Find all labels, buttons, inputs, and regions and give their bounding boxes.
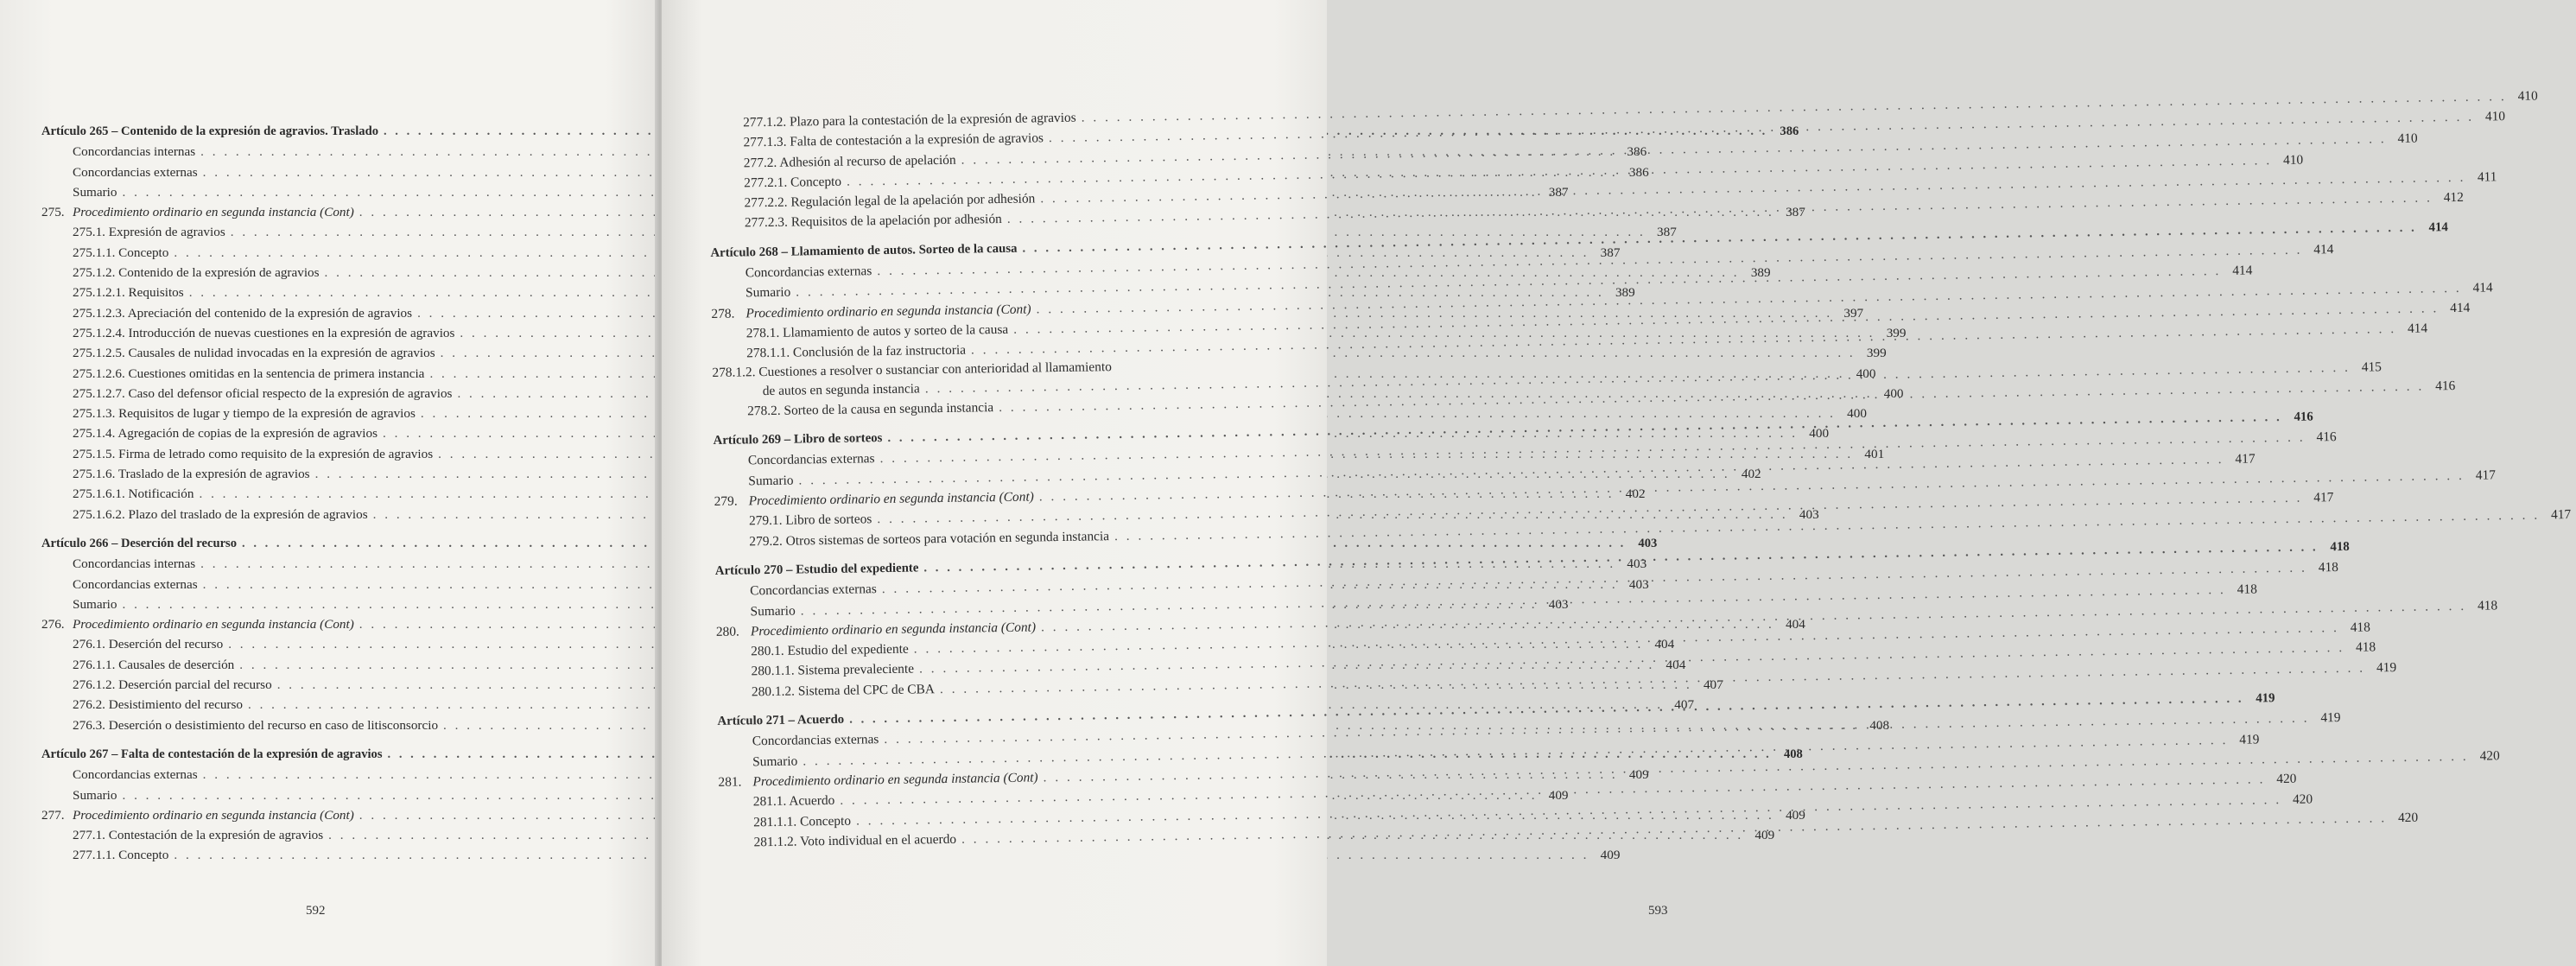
toc-entry-title: Concordancias externas <box>747 451 875 468</box>
toc-entry-title: Sumario <box>73 184 117 200</box>
toc-entry-page: 409 <box>1786 807 1805 823</box>
toc-entry-title: 280.1. Estudio del expediente <box>751 641 909 659</box>
toc-entry-title: Concordancias internas <box>73 556 196 572</box>
toc-entry-page: 418 <box>2355 639 2376 656</box>
toc-entry-page: 420 <box>2479 748 2500 764</box>
toc-entry-title: Concordancias externas <box>73 576 198 592</box>
toc-entry-title: 277.2.1. Concepto <box>744 174 842 191</box>
toc-entry-page: 404 <box>1654 637 1675 652</box>
toc-entry-page: 389 <box>1615 285 1635 301</box>
toc-entry-title: 278.2. Sorteo de la causa en segunda instancia <box>746 399 994 419</box>
toc-entry-title: 277.1.2. Plazo para la contestación de la expresión de agravios <box>743 110 1076 130</box>
toc-entry-number: 276. <box>41 617 65 632</box>
toc-entry-page: 408 <box>1869 717 1890 733</box>
toc-entry-page: 417 <box>2475 467 2497 483</box>
toc-entry-page: 400 <box>1809 426 1830 442</box>
toc-entry-page: 387 <box>1548 184 1569 200</box>
toc-entry-page: 419 <box>2320 710 2341 726</box>
toc-entry-title: Sumario <box>750 603 796 619</box>
toc-entry-page: 420 <box>2276 772 2297 787</box>
toc-entry-page: 407 <box>1674 697 1695 713</box>
toc-entry-title: Concordancias externas <box>752 732 879 749</box>
toc-entry-page: 414 <box>2428 219 2448 235</box>
toc-entry-page: 414 <box>2313 242 2334 257</box>
toc-entry-number: 279. <box>714 493 738 509</box>
toc-entry <box>41 695 1695 715</box>
toc-entry-title: 276.2. Desistimiento del recurso <box>73 697 243 713</box>
toc-entry-title: Procedimiento ordinario en segunda instancia (Cont) <box>73 205 354 220</box>
toc-entry-page: 402 <box>1625 486 1646 502</box>
toc-entry-page: 414 <box>2232 263 2253 279</box>
toc-entry-title: 275.1.3. Requisitos de lugar y tiempo de la expresión de agravios <box>73 406 416 422</box>
toc-entry-page: 403 <box>1799 506 1819 522</box>
toc-entry-title: 277.2.2. Regulación legal de la apelación por adhesión <box>744 191 1036 211</box>
toc-entry-page: 387 <box>1657 225 1677 240</box>
toc-entry-page: 399 <box>1886 325 1907 340</box>
toc-entry-title: Artículo 270 – Estudio del expediente <box>714 561 919 578</box>
toc-entry-page: 389 <box>1750 265 1771 281</box>
toc-entry-title: 275.1.2.7. Caso del defensor oficial respecto de la expresión de agravios <box>73 385 453 401</box>
toc-entry-page: 414 <box>2407 321 2428 337</box>
toc-entry-title: Procedimiento ordinario en segunda instancia (Cont) <box>752 770 1038 790</box>
toc-entry-title: 277.2.3. Requisitos de la apelación por adhesión <box>744 212 1002 231</box>
toc-entry-number: 275. <box>41 205 65 220</box>
toc-entry-title: Sumario <box>73 596 117 612</box>
toc-entry-page: 387 <box>1786 205 1805 220</box>
toc-entry <box>41 222 1677 242</box>
toc-entry-title: 276.1.1. Causales de deserción <box>73 657 235 672</box>
toc-entry-title: Artículo 266 – Deserción del recurso <box>41 536 238 550</box>
toc-entry-title: 281.1.1. Concepto <box>753 813 852 829</box>
toc-entry-page: 402 <box>1741 467 1761 482</box>
toc-entry-page: 416 <box>2435 378 2456 394</box>
toc-entry-page: 403 <box>1548 596 1569 612</box>
toc-entry-page: 420 <box>2397 810 2419 825</box>
toc-entry-title: Artículo 265 – Contenido de la expresión de agravios. Traslado <box>41 124 378 138</box>
toc-entry-title: 277.2. Adhesión al recurso de apelación <box>743 152 956 170</box>
toc-entry-number: 277. <box>41 807 65 823</box>
toc-entry-title: 279.2. Otros sistemas de sorteos para votación en segunda instancia <box>749 528 1110 549</box>
toc-entry-title: 278.1.1. Conclusión de la faz instructoria <box>746 342 967 361</box>
toc-entry-page: 414 <box>2472 280 2493 296</box>
toc-entry-page: 403 <box>1638 536 1658 550</box>
toc-entry-title: 279.1. Libro de sorteos <box>748 512 872 529</box>
toc-entry-title: 275.1.6. Traslado de la expresión de agravios <box>73 467 310 482</box>
toc-entry-title: 278.1. Llamamiento de autos y sorteo de la causa <box>746 321 1009 341</box>
toc-entry-page: 412 <box>2443 190 2465 206</box>
toc-entry-title: 275.1.6.2. Plazo del traslado de la expresión de agravios <box>73 506 368 522</box>
left-page-number: 592 <box>306 904 326 918</box>
toc-entry-title: Sumario <box>745 284 791 301</box>
toc-entry-title: Artículo 268 – Llamamiento de autos. Sorteo de la causa <box>710 241 1018 260</box>
toc-entry-page: 418 <box>2477 598 2498 613</box>
toc-entry-page: 419 <box>2256 691 2275 706</box>
toc-entry-title: 275.1.2.5. Causales de nulidad invocadas en la expresión de agravios <box>73 346 435 361</box>
toc-entry-page: 419 <box>2239 732 2260 747</box>
toc-entry-page: 417 <box>2550 506 2572 523</box>
toc-entry-title: Concordancias internas <box>73 144 196 160</box>
toc-entry-number: 278. <box>711 306 735 321</box>
toc-entry-page: 409 <box>1754 828 1775 843</box>
toc-entry-page: 409 <box>1548 787 1569 803</box>
toc-entry-title: Procedimiento ordinario en segunda instancia (Cont) <box>73 807 354 823</box>
toc-entry-page: 387 <box>1600 245 1621 260</box>
toc-entry-page: 418 <box>2318 560 2339 575</box>
toc-entry-title: 280.1.1. Sistema prevaleciente <box>751 661 915 679</box>
toc-entry-title: Sumario <box>752 753 798 769</box>
toc-entry-title: 277.1.1. Concepto <box>73 848 169 863</box>
toc-entry-title: 275.1.4. Agregación de copias de la expresión de agravios <box>73 426 378 442</box>
toc-entry-page: 418 <box>2330 539 2350 555</box>
toc-entry-title: 275.1. Expresión de agravios <box>73 225 225 240</box>
toc-entry-page: 410 <box>2517 88 2538 104</box>
toc-entry-page: 420 <box>2292 791 2313 807</box>
toc-entry-page: 408 <box>1783 747 1803 761</box>
toc-entry-page: 410 <box>2484 109 2506 124</box>
toc-entry-page: 414 <box>2450 300 2471 316</box>
toc-entry-page: 416 <box>2294 410 2313 424</box>
toc-entry-page: 411 <box>2477 169 2497 185</box>
toc-entry-title: Procedimiento ordinario en segunda instancia (Cont) <box>750 620 1037 639</box>
toc-entry-title: 278.1.2. Cuestiones a resolver o sustanciar con anterioridad al llamamiento <box>712 359 1112 380</box>
toc-entry-page: 386 <box>1780 124 1799 138</box>
toc-entry-page: 416 <box>2316 429 2337 445</box>
toc-entry-title: Procedimiento ordinario en segunda instancia (Cont) <box>748 489 1034 509</box>
toc-entry-page: 403 <box>1627 556 1647 572</box>
toc-entry <box>41 594 1569 614</box>
toc-entry-page: 409 <box>1600 848 1621 863</box>
toc-entry-title: 275.1.5. Firma de letrado como requisito de la expresión de agravios <box>73 446 434 461</box>
toc-entry <box>41 162 1649 182</box>
toc-entry-title: 280.1.2. Sistema del CPC de CBA <box>751 681 936 700</box>
toc-entry-page: 400 <box>1847 406 1867 422</box>
toc-entry-page: 417 <box>2313 490 2334 505</box>
toc-entry-title: 276.1.2. Deserción parcial del recurso <box>73 677 272 693</box>
toc-entry-page: 417 <box>2235 451 2256 467</box>
toc-entry-title: Procedimiento ordinario en segunda instancia (Cont) <box>73 617 354 632</box>
toc-entry-page: 401 <box>1864 446 1885 461</box>
toc-entry-title: 281.1.2. Voto individual en el acuerdo <box>753 831 957 850</box>
toc-entry-page: 418 <box>2237 581 2257 597</box>
toc-entry <box>41 575 1649 594</box>
toc-entry-page: 400 <box>1856 365 1876 381</box>
toc-entry-title: Sumario <box>73 787 117 803</box>
toc-entry-number: 280. <box>715 624 739 639</box>
toc-entry-page: 386 <box>1628 164 1649 180</box>
toc-entry-title: Procedimiento ordinario en segunda instancia (Cont) <box>746 302 1031 321</box>
toc-entry-page: 403 <box>1628 576 1649 592</box>
toc-entry-page: 407 <box>1703 677 1723 693</box>
toc-entry-title: 277.1. Contestación de la expresión de agravios <box>73 828 324 843</box>
toc-entry-title: 275.1.2.3. Apreciación del contenido de la expresión de agravios <box>73 305 413 321</box>
toc-entry-page: 404 <box>1666 657 1686 672</box>
toc-entry-title: Sumario <box>748 473 794 489</box>
toc-entry-page: 410 <box>2397 130 2418 146</box>
toc-entry-page: 410 <box>2282 152 2304 168</box>
toc-entry-page: 418 <box>2350 620 2370 635</box>
toc-entry-title: 276.1. Deserción del recurso <box>73 637 224 652</box>
toc-entry-page: 400 <box>1883 385 1904 401</box>
toc-entry-page: 415 <box>2361 359 2382 375</box>
toc-entry-title: Concordancias externas <box>73 767 198 783</box>
toc-entry-page: 386 <box>1627 144 1647 160</box>
toc-entry-page: 404 <box>1786 617 1805 632</box>
toc-entry-title: 281.1. Acuerdo <box>752 793 835 810</box>
toc-entry-title: 275.1.1. Concepto <box>73 245 169 260</box>
toc-entry-title: 275.1.2.1. Requisitos <box>73 285 184 301</box>
toc-entry-title: 275.1.2. Contenido de la expresión de agravios <box>73 265 320 281</box>
toc-entry-number: 281. <box>718 774 742 790</box>
toc-entry-title: Artículo 267 – Falta de contestación de la expresión de agravios <box>41 747 383 761</box>
toc-entry-title: 275.1.2.6. Cuestiones omitidas en la sentencia de primera instancia <box>73 365 425 381</box>
toc-entry <box>41 845 1621 865</box>
toc-entry-page: 419 <box>2376 659 2397 676</box>
toc-entry-page: 397 <box>1843 305 1864 321</box>
toc-entry-title: de autos en segunda instancia <box>762 380 920 398</box>
toc-entry-title: Concordancias externas <box>750 582 877 599</box>
toc-entry-page: 399 <box>1866 346 1887 361</box>
toc-entry-title: 277.1.3. Falta de contestación a la expresión de agravios <box>743 130 1044 150</box>
toc-entry-title: Artículo 271 – Acuerdo <box>717 712 845 728</box>
toc-entry-title: Artículo 269 – Libro de sorteos <box>713 431 883 448</box>
toc-entry-title: 275.1.6.1. Notificación <box>73 486 194 502</box>
right-page-number: 593 <box>1648 904 1668 918</box>
toc-entry-page: 409 <box>1628 767 1649 783</box>
toc-entry-title: Concordancias externas <box>745 264 872 281</box>
toc-entry-title: 276.3. Deserción o desistimiento del recurso en caso de litisconsorcio <box>73 717 439 733</box>
toc-entry-title: Concordancias externas <box>73 164 198 180</box>
toc-entry-title: 275.1.2.4. Introducción de nuevas cuestiones en la expresión de agravios <box>73 325 455 340</box>
